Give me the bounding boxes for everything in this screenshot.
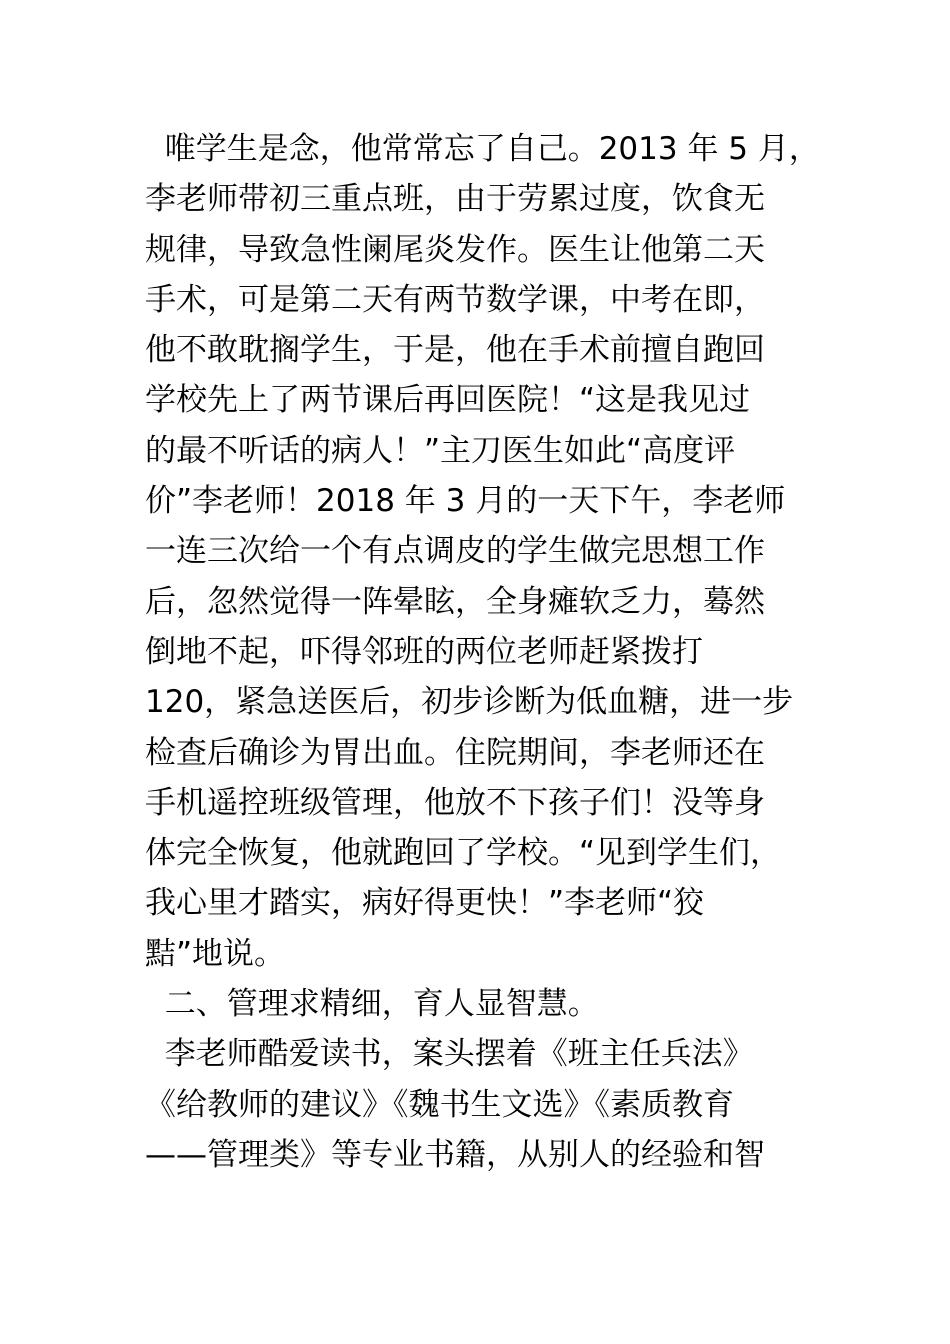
- text-line-8: 价”李老师！2018 年 3 月的一天下午，李老师: [145, 483, 786, 520]
- text-line-6: 学校先上了两节课后再回医院！“这是我见过: [145, 382, 751, 419]
- text-line-3: 规律，导致急性阑尾炎发作。医生让他第二天: [145, 231, 765, 268]
- text-line-14: 手机遥控班级管理，他放不下孩子们！没等身: [145, 784, 765, 821]
- text-line-21: ——管理类》等专业书籍，从别人的经验和智: [145, 1136, 765, 1173]
- text-line-5: 他不敢耽搁学生，于是，他在手术前擅自跑回: [145, 332, 765, 369]
- text-line-4: 手术，可是第二天有两节数学课，中考在即，: [145, 281, 765, 318]
- text-line-19: 李老师酷爱读书，案头摆着《班主任兵法》: [145, 1036, 754, 1073]
- section-heading: 二、管理求精细，育人显智慧。: [145, 986, 599, 1023]
- text-line-2: 李老师带初三重点班，由于劳累过度，饮食无: [145, 181, 765, 218]
- text-line-9: 一连三次给一个有点调皮的学生做完思想工作: [145, 533, 765, 570]
- text-line-11: 倒地不起，吓得邻班的两位老师赶紧拨打: [145, 633, 703, 670]
- text-line-13: 检查后确诊为胃出血。住院期间，李老师还在: [145, 734, 765, 771]
- text-line-10: 后，忽然觉得一阵晕眩，全身瘫软乏力，蓦然: [145, 583, 765, 620]
- text-line-1: 唯学生是念，他常常忘了自己。2013 年 5 月，: [145, 131, 820, 167]
- text-line-15: 体完全恢复，他就跑回了学校。“见到学生们，: [145, 835, 782, 872]
- text-line-7: 的最不听话的病人！”主刀医生如此“高度评: [145, 432, 736, 469]
- text-line-12: 120，紧急送医后，初步诊断为低血糖，进一步: [145, 684, 794, 721]
- text-line-16: 我心里才踏实，病好得更快！”李老师“狡: [145, 885, 705, 922]
- body-text: [145, 124, 825, 1180]
- text-line-17: 黠”地说。: [145, 935, 286, 972]
- text-line-20: 《给教师的建议》《魏书生文选》《素质教育: [145, 1086, 734, 1123]
